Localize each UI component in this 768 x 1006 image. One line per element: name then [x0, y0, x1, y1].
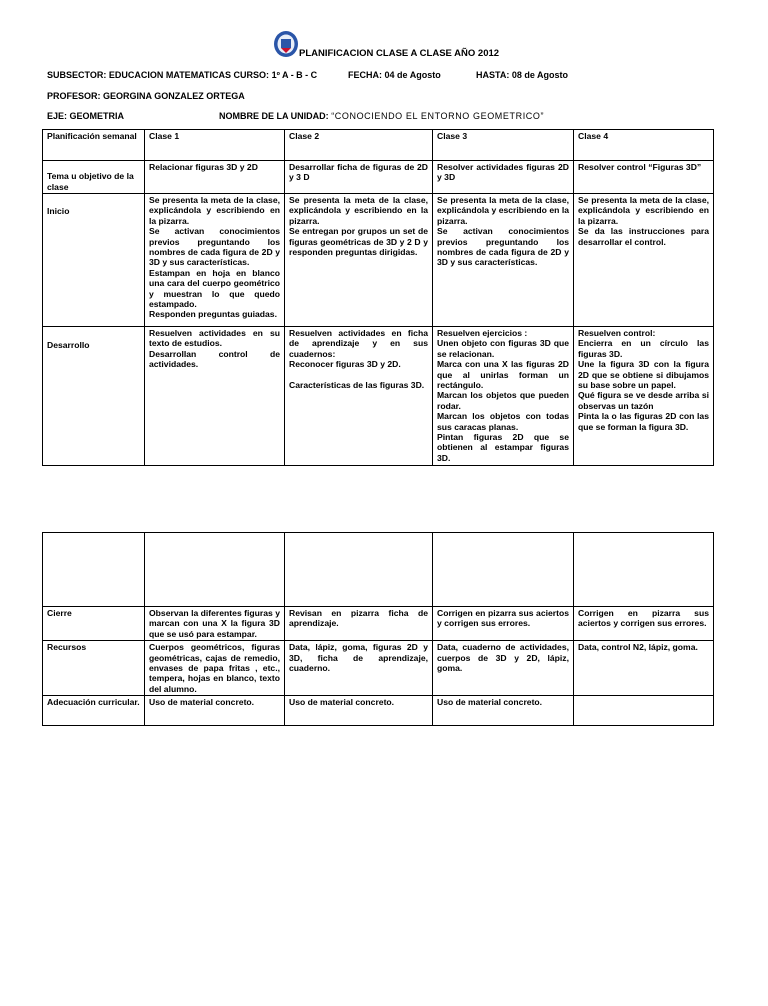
table-row: [43, 194, 714, 327]
empty-cell: [433, 533, 574, 607]
column-header-clase-3: Clase 3: [433, 130, 574, 161]
table-cell: Resuelven control: Encierra en un círculo las figuras 3D. Une la figura 3D con la figura 2D que se obtiene si dibujamos su base sobre un papel. Qué figura se ve desde arriba si observas un tazón Pinta la o las figuras 2D con las que se forman la figura 3D.: [574, 327, 714, 466]
table-cell: Resuelven ejercicios : Unen objeto con figuras 3D que se relacionan. Marca con una X las figuras 2D que al unirlas forman un rectángulo. Marcan los objetos que pueden rodar. Marcan los objetos con todas sus caracas planas. Pintan figuras 2D que se obtienen al estampar figuras 3D.: [433, 327, 574, 466]
table-cell: Uso de material concreto.: [433, 696, 574, 726]
table-cell: Corrigen en pizarra sus aciertos y corrigen sus errores.: [574, 607, 714, 641]
row-label-inicio: Inicio: [43, 194, 145, 327]
table-cell: Data, lápiz, goma, figuras 2D y 3D, ficha de aprendizaje, cuaderno.: [285, 641, 433, 696]
header-row: [43, 130, 714, 161]
table-row: [43, 327, 714, 466]
row-label-desarrollo: Desarrollo: [43, 327, 145, 466]
unidad-label: NOMBRE DE LA UNIDAD:: [219, 111, 329, 121]
profesor-value: GEORGINA GONZALEZ ORTEGA: [103, 91, 245, 101]
unidad-value: “CONOCIENDO EL ENTORNO GEOMETRICO”: [331, 111, 545, 121]
school-seal-icon: [273, 30, 299, 58]
unidad-line: [219, 111, 544, 121]
empty-cell: [43, 533, 145, 607]
eje-label: EJE:: [47, 111, 68, 121]
empty-cell: [145, 533, 285, 607]
table-cell: Resolver actividades figuras 2D y 3D: [433, 161, 574, 194]
corner-cell: Planificación semanal: [43, 130, 145, 161]
hasta-value: 08 de Agosto: [511, 70, 569, 80]
profesor-line: [47, 91, 245, 101]
column-header-clase-2: Clase 2: [285, 130, 433, 161]
table-cell: Observan la diferentes figuras y marcan con una X la figura 3D que se usó para estampar.: [145, 607, 285, 641]
eje-line: [47, 111, 124, 121]
empty-cell: [285, 533, 433, 607]
table-row: [43, 696, 714, 726]
fecha-line: [348, 70, 441, 80]
table-cell: Revisan en pizarra ficha de aprendizaje.: [285, 607, 433, 641]
table-cell: Se presenta la meta de la clase, explicándola y escribiendo en la pizarra. Se activan conocimientos previos preguntando los nombres de cada figura de 2D y 3D y sus características. Estampan en hoja en blanco una cara del cuerpo geométrico y muestran lo que quedo estampado. Responden preguntas guiadas.: [145, 194, 285, 327]
planning-table-2: [42, 532, 714, 726]
curso-label: CURSO:: [233, 70, 270, 80]
table-cell: Resuelven actividades en su texto de estudios. Desarrollan control de actividades.: [145, 327, 285, 466]
document-title: PLANIFICACION CLASE A CLASE AÑO 2012: [299, 48, 500, 59]
eje-value: GEOMETRIA: [69, 111, 125, 121]
row-label-cierre: Cierre: [43, 607, 145, 641]
table-cell: Resolver control “Figuras 3D”: [574, 161, 714, 194]
subsector-line: [47, 70, 317, 80]
table-cell: Cuerpos geométricos, figuras geométricas, cajas de remedio, envases de papa fritas , etc., tempera, hojas en blanco, texto del alumno.: [145, 641, 285, 696]
empty-row: [43, 533, 714, 607]
table-cell: Uso de material concreto.: [145, 696, 285, 726]
table-row: [43, 641, 714, 696]
column-header-clase-1: Clase 1: [145, 130, 285, 161]
table-cell: Se presenta la meta de la clase, explicándola y escribiendo en la pizarra. Se entregan por grupos un set de figuras geométricas de 3D y 2 D y responden preguntas dirigidas.: [285, 194, 433, 327]
table-cell: Data, cuaderno de actividades, cuerpos de 3D y 2D, lápiz, goma.: [433, 641, 574, 696]
row-label-recursos: Recursos: [43, 641, 145, 696]
table-cell: Resuelven actividades en ficha de aprendizaje y en sus cuadernos: Reconocer figuras 3D y 2D. Características de las figuras 3D.: [285, 327, 433, 466]
table-cell: Corrigen en pizarra sus aciertos y corrigen sus errores.: [433, 607, 574, 641]
fecha-value: 04 de Agosto: [384, 70, 441, 80]
row-label-tema: Tema u objetivo de la clase: [43, 161, 145, 194]
table-cell: Relacionar figuras 3D y 2D: [145, 161, 285, 194]
hasta-label: HASTA:: [476, 70, 510, 80]
empty-cell: [574, 533, 714, 607]
planning-table-1: [42, 129, 714, 466]
subsector-label: SUBSECTOR:: [47, 70, 107, 80]
profesor-label: PROFESOR:: [47, 91, 101, 101]
subsector-value: EDUCACION MATEMATICAS: [108, 70, 232, 80]
row-label-adecuacion: Adecuación curricular.: [43, 696, 145, 726]
table-cell: Data, control N2, lápiz, goma.: [574, 641, 714, 696]
table-row: [43, 161, 714, 194]
column-header-clase-4: Clase 4: [574, 130, 714, 161]
table-cell: Se presenta la meta de la clase, explicándola y escribiendo en la pizarra. Se activan conocimientos previos preguntando los nombres de cada figura de 2D y 3D y sus características.: [433, 194, 574, 327]
table-cell: Desarrollar ficha de figuras de 2D y 3 D: [285, 161, 433, 194]
table-cell: [574, 696, 714, 726]
table-cell: Uso de material concreto.: [285, 696, 433, 726]
fecha-label: FECHA:: [348, 70, 382, 80]
table-row: [43, 607, 714, 641]
hasta-line: [476, 70, 568, 80]
table-cell: Se presenta la meta de la clase, explicándola y escribiendo en la pizarra. Se da las instrucciones para desarrollar el control.: [574, 194, 714, 327]
curso-value: 1º A - B - C: [271, 70, 318, 80]
